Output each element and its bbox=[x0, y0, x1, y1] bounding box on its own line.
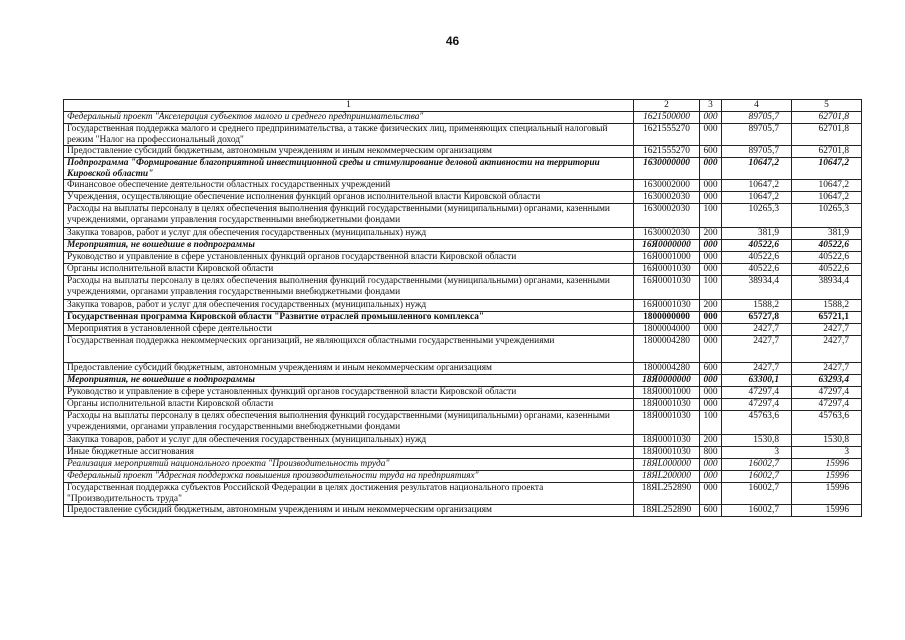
row-value-cell: 62701,8 bbox=[792, 124, 862, 146]
row-code-cell: 18ЯL252890 bbox=[634, 505, 700, 517]
row-name-cell: Финансовое обеспечение деятельности областных государственных учреждений bbox=[64, 180, 634, 192]
row-value-cell: 89705,7 bbox=[722, 112, 792, 124]
row-value-cell: 62701,8 bbox=[792, 112, 862, 124]
row-code-cell: 1630002030 bbox=[634, 228, 700, 240]
row-type-cell: 000 bbox=[700, 264, 722, 276]
row-code-cell: 18Я0001030 bbox=[634, 411, 700, 435]
row-name-cell: Предоставление субсидий бюджетным, автономным учреждениям и иным некоммерческим организациям bbox=[64, 505, 634, 517]
row-code-cell: 1621500000 bbox=[634, 112, 700, 124]
row-code-cell: 18Я0001030 bbox=[634, 399, 700, 411]
row-name-cell: Государственная программа Кировской области "Развитие отраслей промышленного комплекса" bbox=[64, 312, 634, 324]
row-value-cell: 89705,7 bbox=[722, 124, 792, 146]
row-name-cell: Органы исполнительной власти Кировской области bbox=[64, 264, 634, 276]
row-value-cell: 65727,8 bbox=[722, 312, 792, 324]
row-value-cell: 40522,6 bbox=[722, 240, 792, 252]
header-cell: 3 bbox=[700, 100, 722, 112]
row-code-cell: 1630000000 bbox=[634, 158, 700, 180]
row-name-cell: Государственная поддержка субъектов Российской Федерации в целях достижения результатов национального проекта "Производительность труда" bbox=[64, 483, 634, 505]
row-value-cell: 47297,4 bbox=[722, 399, 792, 411]
table-row bbox=[64, 264, 862, 276]
table-row bbox=[64, 336, 862, 363]
row-value-cell: 63293,4 bbox=[792, 375, 862, 387]
table-header-row bbox=[64, 100, 862, 112]
row-code-cell: 18ЯL200000 bbox=[634, 471, 700, 483]
row-value-cell: 45763,6 bbox=[722, 411, 792, 435]
row-code-cell: 18Я0001000 bbox=[634, 387, 700, 399]
row-code-cell: 1800000000 bbox=[634, 312, 700, 324]
row-value-cell: 10265,3 bbox=[792, 204, 862, 228]
row-value-cell: 2427,7 bbox=[792, 363, 862, 375]
row-code-cell: 18Я0001030 bbox=[634, 447, 700, 459]
row-value-cell: 15996 bbox=[792, 483, 862, 505]
row-name-cell: Мероприятия, не вошедшие в подпрограммы bbox=[64, 240, 634, 252]
row-value-cell: 89705,7 bbox=[722, 146, 792, 158]
table-row bbox=[64, 312, 862, 324]
row-name-cell: Закупка товаров, работ и услуг для обеспечения государственных (муниципальных) нужд bbox=[64, 300, 634, 312]
row-type-cell: 000 bbox=[700, 180, 722, 192]
row-value-cell: 2427,7 bbox=[792, 336, 862, 363]
row-value-cell: 3 bbox=[792, 447, 862, 459]
table-row bbox=[64, 471, 862, 483]
row-name-cell: Государственная поддержка некоммерческих организаций, не являющихся областными государственными учреждениями bbox=[64, 336, 634, 363]
row-type-cell: 000 bbox=[700, 158, 722, 180]
row-value-cell: 10647,2 bbox=[792, 192, 862, 204]
row-type-cell: 000 bbox=[700, 375, 722, 387]
row-value-cell: 1588,2 bbox=[792, 300, 862, 312]
row-code-cell: 1800004280 bbox=[634, 336, 700, 363]
row-value-cell: 15996 bbox=[792, 471, 862, 483]
row-value-cell: 16002,7 bbox=[722, 459, 792, 471]
row-code-cell: 16Я0001030 bbox=[634, 300, 700, 312]
table-row bbox=[64, 447, 862, 459]
row-type-cell: 000 bbox=[700, 336, 722, 363]
row-type-cell: 000 bbox=[700, 459, 722, 471]
table-row bbox=[64, 252, 862, 264]
row-value-cell: 2427,7 bbox=[722, 336, 792, 363]
table-row bbox=[64, 324, 862, 336]
row-name-cell: Предоставление субсидий бюджетным, автономным учреждениям и иным некоммерческим организациям bbox=[64, 363, 634, 375]
table-row bbox=[64, 300, 862, 312]
table-row bbox=[64, 158, 862, 180]
row-value-cell: 10647,2 bbox=[792, 158, 862, 180]
row-type-cell: 000 bbox=[700, 324, 722, 336]
row-code-cell: 18ЯL252890 bbox=[634, 483, 700, 505]
row-name-cell: Федеральный проект "Адресная поддержка повышения производительности труда на предприятиях" bbox=[64, 471, 634, 483]
table-row bbox=[64, 180, 862, 192]
row-type-cell: 800 bbox=[700, 447, 722, 459]
table-row bbox=[64, 240, 862, 252]
row-value-cell: 40522,6 bbox=[792, 264, 862, 276]
row-type-cell: 000 bbox=[700, 399, 722, 411]
row-value-cell: 47297,4 bbox=[792, 399, 862, 411]
row-value-cell: 10647,2 bbox=[722, 192, 792, 204]
row-value-cell: 38934,4 bbox=[722, 276, 792, 300]
row-code-cell: 1621555270 bbox=[634, 124, 700, 146]
table-row bbox=[64, 399, 862, 411]
row-value-cell: 40522,6 bbox=[792, 240, 862, 252]
row-type-cell: 000 bbox=[700, 124, 722, 146]
table-row bbox=[64, 435, 862, 447]
table-row bbox=[64, 146, 862, 158]
row-value-cell: 63300,1 bbox=[722, 375, 792, 387]
table-row bbox=[64, 204, 862, 228]
row-value-cell: 47297,4 bbox=[792, 387, 862, 399]
row-type-cell: 000 bbox=[700, 192, 722, 204]
row-value-cell: 15996 bbox=[792, 505, 862, 517]
row-value-cell: 381,9 bbox=[792, 228, 862, 240]
row-name-cell: Руководство и управление в сфере установленных функций органов государственной власти Кировской области bbox=[64, 387, 634, 399]
row-value-cell: 45763,6 bbox=[792, 411, 862, 435]
row-type-cell: 000 bbox=[700, 252, 722, 264]
row-type-cell: 200 bbox=[700, 435, 722, 447]
row-type-cell: 000 bbox=[700, 387, 722, 399]
row-value-cell: 40522,6 bbox=[792, 252, 862, 264]
header-cell: 2 bbox=[634, 100, 700, 112]
row-value-cell: 3 bbox=[722, 447, 792, 459]
row-value-cell: 40522,6 bbox=[722, 264, 792, 276]
table-row bbox=[64, 276, 862, 300]
row-name-cell: Учреждения, осуществляющие обеспечение исполнения функций органов исполнительной власти Кировской области bbox=[64, 192, 634, 204]
table-row bbox=[64, 228, 862, 240]
row-code-cell: 18ЯL000000 bbox=[634, 459, 700, 471]
row-name-cell: Иные бюджетные ассигнования bbox=[64, 447, 634, 459]
row-value-cell: 65721,1 bbox=[792, 312, 862, 324]
row-value-cell: 62701,8 bbox=[792, 146, 862, 158]
table-row bbox=[64, 124, 862, 146]
row-value-cell: 10265,3 bbox=[722, 204, 792, 228]
row-value-cell: 1530,8 bbox=[792, 435, 862, 447]
row-code-cell: 1630002000 bbox=[634, 180, 700, 192]
row-type-cell: 600 bbox=[700, 363, 722, 375]
row-name-cell: Закупка товаров, работ и услуг для обеспечения государственных (муниципальных) нужд bbox=[64, 435, 634, 447]
budget-table bbox=[63, 99, 862, 517]
row-name-cell: Органы исполнительной власти Кировской области bbox=[64, 399, 634, 411]
table-row bbox=[64, 363, 862, 375]
row-name-cell: Предоставление субсидий бюджетным, автономным учреждениям и иным некоммерческим организациям bbox=[64, 146, 634, 158]
row-type-cell: 100 bbox=[700, 204, 722, 228]
row-name-cell: Реализация мероприятий национального проекта "Производительность труда" bbox=[64, 459, 634, 471]
row-type-cell: 600 bbox=[700, 146, 722, 158]
row-name-cell: Расходы на выплаты персоналу в целях обеспечения выполнения функций государственными (муниципальными) органами, казенными учреждениями, органами управления государственными внебюджетными фондами bbox=[64, 276, 634, 300]
row-code-cell: 18Я0001030 bbox=[634, 435, 700, 447]
row-code-cell: 1800004280 bbox=[634, 363, 700, 375]
header-cell: 4 bbox=[722, 100, 792, 112]
row-code-cell: 1621555270 bbox=[634, 146, 700, 158]
row-name-cell: Мероприятия в установленной сфере деятельности bbox=[64, 324, 634, 336]
table-row bbox=[64, 387, 862, 399]
row-value-cell: 2427,7 bbox=[792, 324, 862, 336]
row-name-cell: Федеральный проект "Акселерация субъектов малого и среднего предпринимательства" bbox=[64, 112, 634, 124]
row-value-cell: 2427,7 bbox=[722, 363, 792, 375]
row-name-cell: Руководство и управление в сфере установленных функций органов государственной власти Кировской области bbox=[64, 252, 634, 264]
row-value-cell: 1588,2 bbox=[722, 300, 792, 312]
row-code-cell: 16Я0000000 bbox=[634, 240, 700, 252]
header-cell: 5 bbox=[792, 100, 862, 112]
row-type-cell: 000 bbox=[700, 483, 722, 505]
table-row bbox=[64, 192, 862, 204]
row-value-cell: 15996 bbox=[792, 459, 862, 471]
table-row bbox=[64, 112, 862, 124]
table-row bbox=[64, 505, 862, 517]
row-value-cell: 381,9 bbox=[722, 228, 792, 240]
row-value-cell: 10647,2 bbox=[722, 180, 792, 192]
row-type-cell: 200 bbox=[700, 300, 722, 312]
row-type-cell: 000 bbox=[700, 240, 722, 252]
row-value-cell: 16002,7 bbox=[722, 471, 792, 483]
row-name-cell: Закупка товаров, работ и услуг для обеспечения государственных (муниципальных) нужд bbox=[64, 228, 634, 240]
row-value-cell: 16002,7 bbox=[722, 483, 792, 505]
row-type-cell: 000 bbox=[700, 112, 722, 124]
row-name-cell: Государственная поддержка малого и среднего предпринимательства, а также физических лиц, применяющих специальный налоговый режим "Налог на профессиональный доход" bbox=[64, 124, 634, 146]
table-row bbox=[64, 483, 862, 505]
row-type-cell: 100 bbox=[700, 411, 722, 435]
row-type-cell: 000 bbox=[700, 312, 722, 324]
table-row bbox=[64, 459, 862, 471]
row-value-cell: 2427,7 bbox=[722, 324, 792, 336]
row-code-cell: 1630002030 bbox=[634, 192, 700, 204]
row-code-cell: 16Я0001030 bbox=[634, 264, 700, 276]
row-value-cell: 47297,4 bbox=[722, 387, 792, 399]
row-type-cell: 600 bbox=[700, 505, 722, 517]
page-number: 46 bbox=[445, 34, 460, 48]
row-code-cell: 16Я0001000 bbox=[634, 252, 700, 264]
row-code-cell: 1800004000 bbox=[634, 324, 700, 336]
row-name-cell: Расходы на выплаты персоналу в целях обеспечения выполнения функций государственными (муниципальными) органами, казенными учреждениями, органами управления государственными внебюджетными фондами bbox=[64, 204, 634, 228]
table-row bbox=[64, 411, 862, 435]
row-code-cell: 1630002030 bbox=[634, 204, 700, 228]
row-value-cell: 10647,2 bbox=[792, 180, 862, 192]
header-cell: 1 bbox=[64, 100, 634, 112]
row-type-cell: 200 bbox=[700, 228, 722, 240]
row-value-cell: 38934,4 bbox=[792, 276, 862, 300]
row-value-cell: 1530,8 bbox=[722, 435, 792, 447]
row-value-cell: 16002,7 bbox=[722, 505, 792, 517]
row-name-cell: Подпрограмма "Формирование благоприятной инвестиционной среды и стимулирование деловой активности на территории Кировской области" bbox=[64, 158, 634, 180]
row-value-cell: 10647,2 bbox=[722, 158, 792, 180]
row-type-cell: 100 bbox=[700, 276, 722, 300]
row-name-cell: Расходы на выплаты персоналу в целях обеспечения выполнения функций государственными (муниципальными) органами, казенными учреждениями, органами управления государственными внебюджетными фондами bbox=[64, 411, 634, 435]
table-row bbox=[64, 375, 862, 387]
row-code-cell: 18Я0000000 bbox=[634, 375, 700, 387]
row-name-cell: Мероприятия, не вошедшие в подпрограммы bbox=[64, 375, 634, 387]
row-code-cell: 16Я0001030 bbox=[634, 276, 700, 300]
row-value-cell: 40522,6 bbox=[722, 252, 792, 264]
row-type-cell: 000 bbox=[700, 471, 722, 483]
